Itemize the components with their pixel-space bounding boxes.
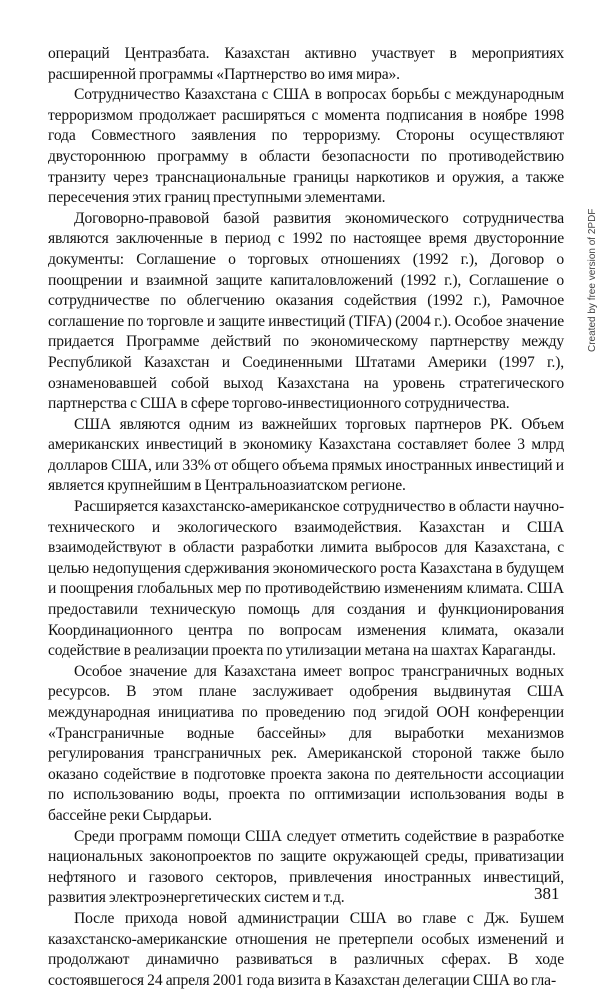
paragraph-6: Особое значение для Казахстана имеет вопрос трансграничных водных ресурсов. В этом плане заслуживает одобрения выдвинутая США международная инициатива по проведению под эгидой ООН конференции «Трансграничные водные бассейны» для выработки механизмов регулирования трансграничных рек. Американской стороной также было оказано содействие в подготовке проекта закона по деятельности ассоциации по использованию воды, проекта по оптимизации использования воды в бассейне реки Сырдарьи. — [48, 662, 564, 824]
paragraph-7: Среди программ помощи США следует отметить содействие в разработке национальных законопроектов по защите окружающей среды, приватизации нефтяного и газового секторов, привлечения иностранных инвестиций, развития электроэнергетических систем и т.д. — [48, 827, 564, 907]
body-text — [48, 44, 564, 991]
watermark-text: Created by free version of 2PDF — [587, 208, 598, 352]
page-number: 381 — [534, 884, 560, 903]
paragraph-3: Договорно-правовой базой развития экономического сотрудничества являются заключенные в период с 1992 по настоящее время двусторонние документы: Соглашение о торговых отношениях (1992 г.), Договор о поощрении и взаимной защите капиталовложений (1992 г.), Соглашение о сотрудничестве по облегчению оказания содействия (1992 г.), Рамочное соглашение по торговле и защите инвестиций (TIFA) (2004 г.). Особое значение придается Программе действий по экономическому партнерству между Республикой Казахстан и Соединенными Штатами Америки (1997 г.), ознаменовавшей собой выход Казахстана на уровень стратегического партнерства с США в сфере торгово-инвестиционного сотрудничества. — [48, 209, 564, 413]
paragraph-5: Расширяется казахстанско-американское сотрудничество в области научно-технического и экологического взаимодействия. Казахстан и США взаимодействуют в области разработки лимита выбросов для Казахстана, с целью недопущения сдерживания экономического роста Казахстана в будущем и поощрения глобальных мер по противодействию изменениям климата. США предоставили техническую помощь для создания и функционирования Координационного центра по вопросам изменения климата, оказали содействие в реализации проекта по утилизации метана на шахтах Караганды. — [48, 498, 564, 660]
paragraph-2: Сотрудничество Казахстана с США в вопросах борьбы с международным терроризмом продолжает расширяться с момента подписания в ноябре 1998 года Совместного заявления по терроризму. Стороны осуществляют двустороннюю программу в области безопасности по противодействию транзиту через транснациональные границы наркотиков и оружия, а также пересечения этих границ преступными элементами. — [48, 86, 564, 207]
paragraph-1: операций Центразбата. Казахстан активно участвует в мероприятиях расширенной программы «Партнерство во имя мира». — [48, 45, 564, 83]
paragraph-4: США являются одним из важнейших торговых партнеров РК. Объем американских инвестиций в экономику Казахстана составляет более 3 млрд долларов США, или 33% от общего объема прямых иностранных инвестиций и является крупнейшим в Центральноазиатском регионе. — [48, 415, 564, 495]
paragraph-8: После прихода новой администрации США во главе с Дж. Бушем казахстанско-американские отношения не претерпели особых изменений и продолжают динамично развиваться в различных сферах. В ходе состоявшегося 24 апреля 2001 года визита в Казахстан делегации США во гла- — [48, 909, 564, 989]
